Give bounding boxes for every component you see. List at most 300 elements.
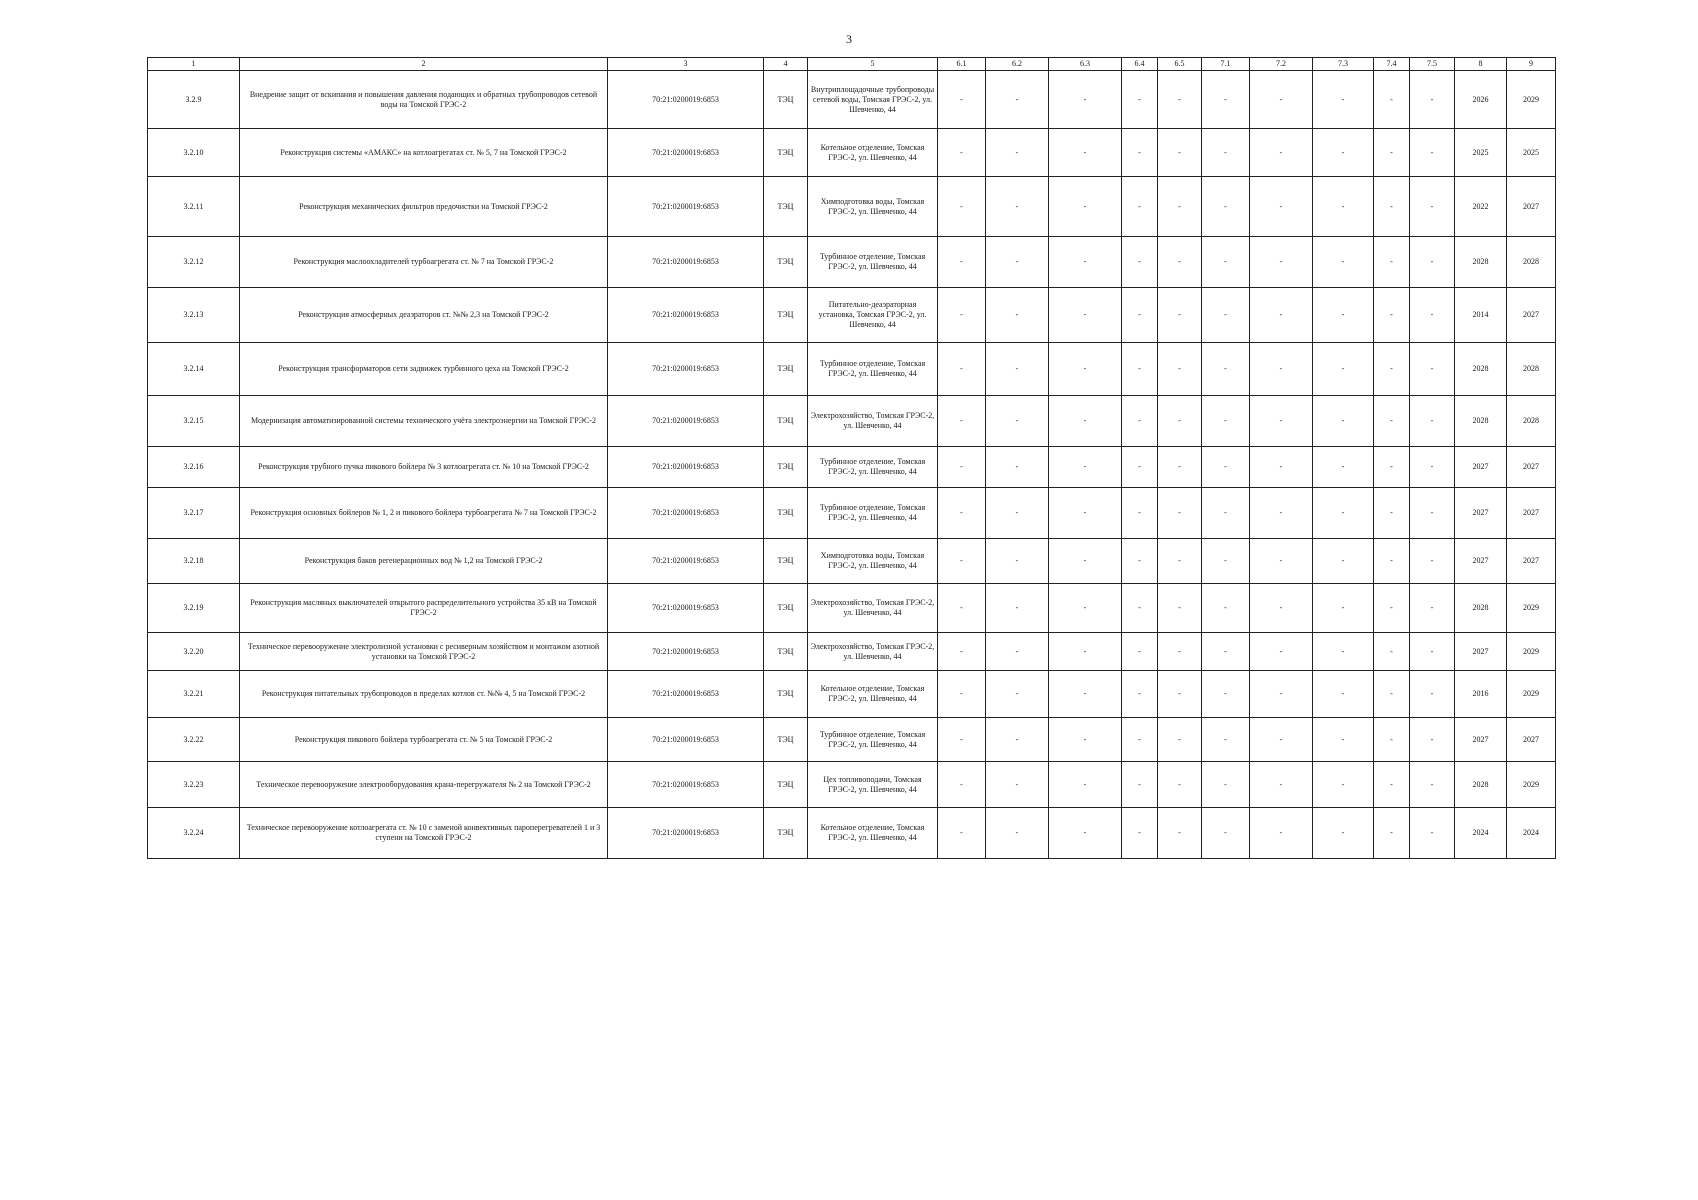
investment-program-table (147, 57, 1556, 859)
cadastral-number: 70:21:0200019:6853 (608, 808, 764, 859)
column-header: 7.3 (1313, 58, 1374, 71)
end-year: 2028 (1507, 396, 1556, 447)
value-7-4: - (1374, 237, 1410, 288)
table-row (148, 177, 1556, 237)
value-7-1: - (1202, 762, 1250, 808)
value-7-4: - (1374, 671, 1410, 718)
value-6-5: - (1158, 718, 1202, 762)
value-7-1: - (1202, 288, 1250, 343)
value-6-4: - (1122, 288, 1158, 343)
object-type: ТЭЦ (764, 718, 808, 762)
end-year: 2027 (1507, 488, 1556, 539)
start-year: 2025 (1455, 129, 1507, 177)
value-7-4: - (1374, 177, 1410, 237)
value-6-4: - (1122, 177, 1158, 237)
value-7-4: - (1374, 288, 1410, 343)
value-7-2: - (1250, 447, 1313, 488)
end-year: 2027 (1507, 447, 1556, 488)
value-6-1: - (938, 808, 986, 859)
value-6-1: - (938, 237, 986, 288)
project-name: Реконструкция системы «АМАКС» на котлоагрегатах ст. № 5, 7 на Томской ГРЭС-2 (240, 129, 608, 177)
value-6-4: - (1122, 539, 1158, 584)
item-number: 3.2.17 (148, 488, 240, 539)
value-6-1: - (938, 488, 986, 539)
value-7-2: - (1250, 177, 1313, 237)
item-number: 3.2.16 (148, 447, 240, 488)
value-7-3: - (1313, 808, 1374, 859)
value-6-5: - (1158, 671, 1202, 718)
value-7-3: - (1313, 671, 1374, 718)
column-header: 3 (608, 58, 764, 71)
value-6-1: - (938, 633, 986, 671)
column-header: 4 (764, 58, 808, 71)
value-6-1: - (938, 539, 986, 584)
value-7-2: - (1250, 633, 1313, 671)
location: Внутриплощадочные трубопроводы сетевой воды, Томская ГРЭС-2, ул. Шевченко, 44 (808, 71, 938, 129)
value-7-2: - (1250, 237, 1313, 288)
column-header: 7.4 (1374, 58, 1410, 71)
value-6-1: - (938, 447, 986, 488)
value-6-3: - (1049, 237, 1122, 288)
value-6-3: - (1049, 762, 1122, 808)
value-6-3: - (1049, 808, 1122, 859)
value-7-4: - (1374, 488, 1410, 539)
value-6-1: - (938, 718, 986, 762)
page-number: 3 (846, 32, 852, 46)
value-6-3: - (1049, 539, 1122, 584)
object-type: ТЭЦ (764, 71, 808, 129)
value-6-3: - (1049, 718, 1122, 762)
value-7-2: - (1250, 762, 1313, 808)
cadastral-number: 70:21:0200019:6853 (608, 539, 764, 584)
item-number: 3.2.13 (148, 288, 240, 343)
start-year: 2027 (1455, 718, 1507, 762)
start-year: 2028 (1455, 343, 1507, 396)
object-type: ТЭЦ (764, 129, 808, 177)
value-7-5: - (1410, 671, 1455, 718)
value-7-3: - (1313, 633, 1374, 671)
value-7-4: - (1374, 343, 1410, 396)
location: Цех топливоподачи, Томская ГРЭС-2, ул. Шевченко, 44 (808, 762, 938, 808)
start-year: 2024 (1455, 808, 1507, 859)
table-row (148, 129, 1556, 177)
value-6-3: - (1049, 288, 1122, 343)
cadastral-number: 70:21:0200019:6853 (608, 343, 764, 396)
value-7-5: - (1410, 129, 1455, 177)
value-6-3: - (1049, 396, 1122, 447)
object-type: ТЭЦ (764, 237, 808, 288)
start-year: 2026 (1455, 71, 1507, 129)
value-7-5: - (1410, 718, 1455, 762)
end-year: 2029 (1507, 584, 1556, 633)
start-year: 2028 (1455, 237, 1507, 288)
value-7-3: - (1313, 447, 1374, 488)
item-number: 3.2.21 (148, 671, 240, 718)
table-row (148, 539, 1556, 584)
table-row (148, 447, 1556, 488)
end-year: 2029 (1507, 671, 1556, 718)
cadastral-number: 70:21:0200019:6853 (608, 762, 764, 808)
value-6-5: - (1158, 396, 1202, 447)
column-header: 6.1 (938, 58, 986, 71)
value-7-5: - (1410, 762, 1455, 808)
project-name: Реконструкция механических фильтров предочистки на Томской ГРЭС-2 (240, 177, 608, 237)
column-header: 2 (240, 58, 608, 71)
object-type: ТЭЦ (764, 633, 808, 671)
value-7-3: - (1313, 488, 1374, 539)
location: Котельное отделение, Томская ГРЭС-2, ул. Шевченко, 44 (808, 129, 938, 177)
value-7-2: - (1250, 129, 1313, 177)
value-6-3: - (1049, 584, 1122, 633)
value-6-2: - (986, 71, 1049, 129)
project-name: Техническое перевооружение электролизной установки с ресиверным хозяйством и монтажом азотной установки на Томской ГРЭС-2 (240, 633, 608, 671)
table-row (148, 633, 1556, 671)
object-type: ТЭЦ (764, 762, 808, 808)
value-7-3: - (1313, 177, 1374, 237)
cadastral-number: 70:21:0200019:6853 (608, 488, 764, 539)
value-7-2: - (1250, 396, 1313, 447)
item-number: 3.2.20 (148, 633, 240, 671)
value-7-5: - (1410, 539, 1455, 584)
cadastral-number: 70:21:0200019:6853 (608, 671, 764, 718)
location: Питательно-деаэраторная установка, Томская ГРЭС-2, ул. Шевченко, 44 (808, 288, 938, 343)
object-type: ТЭЦ (764, 488, 808, 539)
cadastral-number: 70:21:0200019:6853 (608, 237, 764, 288)
value-6-4: - (1122, 808, 1158, 859)
project-name: Реконструкция пикового бойлера турбоагрегата ст. № 5 на Томской ГРЭС-2 (240, 718, 608, 762)
value-6-5: - (1158, 808, 1202, 859)
value-6-1: - (938, 343, 986, 396)
value-7-3: - (1313, 237, 1374, 288)
value-6-5: - (1158, 488, 1202, 539)
start-year: 2027 (1455, 447, 1507, 488)
cadastral-number: 70:21:0200019:6853 (608, 177, 764, 237)
project-name: Реконструкция трансформаторов сети задвижек турбинного цеха на Томской ГРЭС-2 (240, 343, 608, 396)
value-7-2: - (1250, 343, 1313, 396)
end-year: 2027 (1507, 177, 1556, 237)
cadastral-number: 70:21:0200019:6853 (608, 584, 764, 633)
value-7-4: - (1374, 539, 1410, 584)
value-7-1: - (1202, 718, 1250, 762)
cadastral-number: 70:21:0200019:6853 (608, 71, 764, 129)
item-number: 3.2.15 (148, 396, 240, 447)
value-7-4: - (1374, 584, 1410, 633)
end-year: 2027 (1507, 539, 1556, 584)
value-7-5: - (1410, 488, 1455, 539)
location: Электрохозяйство, Томская ГРЭС-2, ул. Шевченко, 44 (808, 584, 938, 633)
value-7-1: - (1202, 671, 1250, 718)
value-7-1: - (1202, 633, 1250, 671)
project-name: Реконструкция маслоохладителей турбоагрегата ст. № 7 на Томской ГРЭС-2 (240, 237, 608, 288)
value-7-4: - (1374, 447, 1410, 488)
value-7-5: - (1410, 447, 1455, 488)
value-6-5: - (1158, 584, 1202, 633)
value-7-3: - (1313, 539, 1374, 584)
value-7-5: - (1410, 633, 1455, 671)
value-6-5: - (1158, 447, 1202, 488)
value-6-5: - (1158, 762, 1202, 808)
value-6-3: - (1049, 71, 1122, 129)
value-7-4: - (1374, 718, 1410, 762)
value-7-1: - (1202, 808, 1250, 859)
object-type: ТЭЦ (764, 808, 808, 859)
column-header: 1 (148, 58, 240, 71)
value-6-3: - (1049, 447, 1122, 488)
item-number: 3.2.22 (148, 718, 240, 762)
value-7-1: - (1202, 343, 1250, 396)
value-6-4: - (1122, 488, 1158, 539)
value-7-2: - (1250, 71, 1313, 129)
value-6-2: - (986, 633, 1049, 671)
location: Электрохозяйство, Томская ГРЭС-2, ул. Шевченко, 44 (808, 396, 938, 447)
value-7-1: - (1202, 177, 1250, 237)
end-year: 2027 (1507, 718, 1556, 762)
end-year: 2024 (1507, 808, 1556, 859)
value-6-1: - (938, 129, 986, 177)
value-7-2: - (1250, 288, 1313, 343)
column-header: 7.1 (1202, 58, 1250, 71)
project-name: Реконструкция трубного пучка пикового бойлера № 3 котлоагрегата ст. № 10 на Томской ГРЭС-2 (240, 447, 608, 488)
start-year: 2022 (1455, 177, 1507, 237)
start-year: 2028 (1455, 762, 1507, 808)
item-number: 3.2.9 (148, 71, 240, 129)
value-7-1: - (1202, 488, 1250, 539)
start-year: 2014 (1455, 288, 1507, 343)
value-6-5: - (1158, 71, 1202, 129)
value-7-1: - (1202, 129, 1250, 177)
value-6-1: - (938, 396, 986, 447)
start-year: 2016 (1455, 671, 1507, 718)
item-number: 3.2.14 (148, 343, 240, 396)
end-year: 2025 (1507, 129, 1556, 177)
value-7-4: - (1374, 808, 1410, 859)
value-6-2: - (986, 237, 1049, 288)
table-row (148, 808, 1556, 859)
column-header: 6.4 (1122, 58, 1158, 71)
item-number: 3.2.10 (148, 129, 240, 177)
table-row (148, 396, 1556, 447)
project-name: Реконструкция атмосферных деаэраторов ст. №№ 2,3 на Томской ГРЭС-2 (240, 288, 608, 343)
cadastral-number: 70:21:0200019:6853 (608, 633, 764, 671)
cadastral-number: 70:21:0200019:6853 (608, 447, 764, 488)
value-7-5: - (1410, 237, 1455, 288)
value-7-2: - (1250, 539, 1313, 584)
location: Котельное отделение, Томская ГРЭС-2, ул. Шевченко, 44 (808, 671, 938, 718)
cadastral-number: 70:21:0200019:6853 (608, 718, 764, 762)
value-7-3: - (1313, 718, 1374, 762)
value-6-2: - (986, 129, 1049, 177)
column-header: 6.2 (986, 58, 1049, 71)
value-6-2: - (986, 288, 1049, 343)
value-6-3: - (1049, 177, 1122, 237)
value-6-2: - (986, 343, 1049, 396)
value-6-2: - (986, 396, 1049, 447)
end-year: 2029 (1507, 633, 1556, 671)
value-6-3: - (1049, 488, 1122, 539)
value-6-2: - (986, 584, 1049, 633)
value-6-3: - (1049, 343, 1122, 396)
location: Химподготовка воды, Томская ГРЭС-2, ул. Шевченко, 44 (808, 539, 938, 584)
start-year: 2027 (1455, 488, 1507, 539)
value-6-5: - (1158, 237, 1202, 288)
value-6-4: - (1122, 237, 1158, 288)
value-7-1: - (1202, 584, 1250, 633)
value-7-5: - (1410, 288, 1455, 343)
table-row (148, 671, 1556, 718)
value-7-5: - (1410, 584, 1455, 633)
location: Электрохозяйство, Томская ГРЭС-2, ул. Шевченко, 44 (808, 633, 938, 671)
value-7-2: - (1250, 584, 1313, 633)
value-6-3: - (1049, 129, 1122, 177)
value-6-5: - (1158, 539, 1202, 584)
item-number: 3.2.19 (148, 584, 240, 633)
value-6-1: - (938, 671, 986, 718)
value-6-5: - (1158, 129, 1202, 177)
value-7-3: - (1313, 762, 1374, 808)
value-6-4: - (1122, 343, 1158, 396)
project-name: Реконструкция баков регенерационных вод № 1,2 на Томской ГРЭС-2 (240, 539, 608, 584)
project-name: Техническое перевооружение электрооборудования крана-перегружателя № 2 на Томской ГРЭС-2 (240, 762, 608, 808)
value-7-1: - (1202, 539, 1250, 584)
project-name: Техническое перевооружение котлоагрегата ст. № 10 с заменой конвективных пароперегревателей 1 и 3 ступени на Томской ГРЭС-2 (240, 808, 608, 859)
project-name: Внедрение защит от вскипания и повышения давления подающих и обратных трубопроводов сетевой воды на Томской ГРЭС-2 (240, 71, 608, 129)
object-type: ТЭЦ (764, 671, 808, 718)
value-7-5: - (1410, 396, 1455, 447)
value-6-1: - (938, 177, 986, 237)
value-7-2: - (1250, 808, 1313, 859)
value-6-2: - (986, 808, 1049, 859)
value-6-2: - (986, 447, 1049, 488)
value-7-5: - (1410, 343, 1455, 396)
value-6-4: - (1122, 396, 1158, 447)
value-7-4: - (1374, 129, 1410, 177)
value-6-2: - (986, 488, 1049, 539)
object-type: ТЭЦ (764, 343, 808, 396)
project-name: Реконструкция питательных трубопроводов в пределах котлов ст. №№ 4, 5 на Томской ГРЭС-2 (240, 671, 608, 718)
value-7-4: - (1374, 633, 1410, 671)
value-6-4: - (1122, 584, 1158, 633)
start-year: 2027 (1455, 539, 1507, 584)
value-7-2: - (1250, 718, 1313, 762)
value-6-2: - (986, 718, 1049, 762)
value-6-1: - (938, 762, 986, 808)
value-6-5: - (1158, 177, 1202, 237)
end-year: 2029 (1507, 762, 1556, 808)
value-7-4: - (1374, 71, 1410, 129)
value-6-1: - (938, 71, 986, 129)
value-6-3: - (1049, 633, 1122, 671)
value-7-3: - (1313, 396, 1374, 447)
column-header: 6.3 (1049, 58, 1122, 71)
table-row (148, 288, 1556, 343)
value-7-4: - (1374, 762, 1410, 808)
end-year: 2028 (1507, 237, 1556, 288)
object-type: ТЭЦ (764, 177, 808, 237)
location: Турбинное отделение, Томская ГРЭС-2, ул. Шевченко, 44 (808, 447, 938, 488)
column-header: 7.2 (1250, 58, 1313, 71)
start-year: 2028 (1455, 396, 1507, 447)
value-7-3: - (1313, 71, 1374, 129)
item-number: 3.2.23 (148, 762, 240, 808)
value-6-4: - (1122, 633, 1158, 671)
table-row (148, 488, 1556, 539)
value-6-4: - (1122, 447, 1158, 488)
column-header: 5 (808, 58, 938, 71)
value-6-4: - (1122, 129, 1158, 177)
value-7-1: - (1202, 237, 1250, 288)
table-row (148, 237, 1556, 288)
value-7-5: - (1410, 177, 1455, 237)
table-row (148, 584, 1556, 633)
object-type: ТЭЦ (764, 584, 808, 633)
project-name: Модернизация автоматизированной системы технического учёта электроэнергии на Томской ГРЭС-2 (240, 396, 608, 447)
column-header: 8 (1455, 58, 1507, 71)
item-number: 3.2.24 (148, 808, 240, 859)
item-number: 3.2.18 (148, 539, 240, 584)
object-type: ТЭЦ (764, 288, 808, 343)
value-7-1: - (1202, 396, 1250, 447)
value-6-5: - (1158, 633, 1202, 671)
start-year: 2028 (1455, 584, 1507, 633)
value-7-3: - (1313, 129, 1374, 177)
object-type: ТЭЦ (764, 447, 808, 488)
item-number: 3.2.12 (148, 237, 240, 288)
value-6-4: - (1122, 718, 1158, 762)
value-6-5: - (1158, 288, 1202, 343)
object-type: ТЭЦ (764, 396, 808, 447)
value-6-4: - (1122, 671, 1158, 718)
project-name: Реконструкция масляных выключателей открытого распределительного устройства 35 кВ на Томской ГРЭС-2 (240, 584, 608, 633)
value-7-1: - (1202, 447, 1250, 488)
cadastral-number: 70:21:0200019:6853 (608, 396, 764, 447)
table-row (148, 71, 1556, 129)
value-7-3: - (1313, 343, 1374, 396)
location: Турбинное отделение, Томская ГРЭС-2, ул. Шевченко, 44 (808, 237, 938, 288)
value-6-2: - (986, 762, 1049, 808)
value-7-5: - (1410, 71, 1455, 129)
value-6-2: - (986, 177, 1049, 237)
value-7-4: - (1374, 396, 1410, 447)
item-number: 3.2.11 (148, 177, 240, 237)
end-year: 2028 (1507, 343, 1556, 396)
value-7-3: - (1313, 584, 1374, 633)
column-header: 6.5 (1158, 58, 1202, 71)
table-row (148, 762, 1556, 808)
location: Турбинное отделение, Томская ГРЭС-2, ул. Шевченко, 44 (808, 488, 938, 539)
location: Турбинное отделение, Томская ГРЭС-2, ул. Шевченко, 44 (808, 343, 938, 396)
value-7-1: - (1202, 71, 1250, 129)
table-body (148, 71, 1556, 859)
table-row (148, 343, 1556, 396)
value-7-5: - (1410, 808, 1455, 859)
value-6-1: - (938, 584, 986, 633)
value-7-2: - (1250, 671, 1313, 718)
value-6-4: - (1122, 762, 1158, 808)
cadastral-number: 70:21:0200019:6853 (608, 288, 764, 343)
location: Химподготовка воды, Томская ГРЭС-2, ул. Шевченко, 44 (808, 177, 938, 237)
end-year: 2027 (1507, 288, 1556, 343)
column-number-row (148, 58, 1556, 71)
project-name: Реконструкция основных бойлеров № 1, 2 и пикового бойлера турбоагрегата № 7 на Томской ГРЭС-2 (240, 488, 608, 539)
column-header: 9 (1507, 58, 1556, 71)
value-7-2: - (1250, 488, 1313, 539)
end-year: 2029 (1507, 71, 1556, 129)
value-6-5: - (1158, 343, 1202, 396)
location: Турбинное отделение, Томская ГРЭС-2, ул. Шевченко, 44 (808, 718, 938, 762)
start-year: 2027 (1455, 633, 1507, 671)
cadastral-number: 70:21:0200019:6853 (608, 129, 764, 177)
value-6-4: - (1122, 71, 1158, 129)
